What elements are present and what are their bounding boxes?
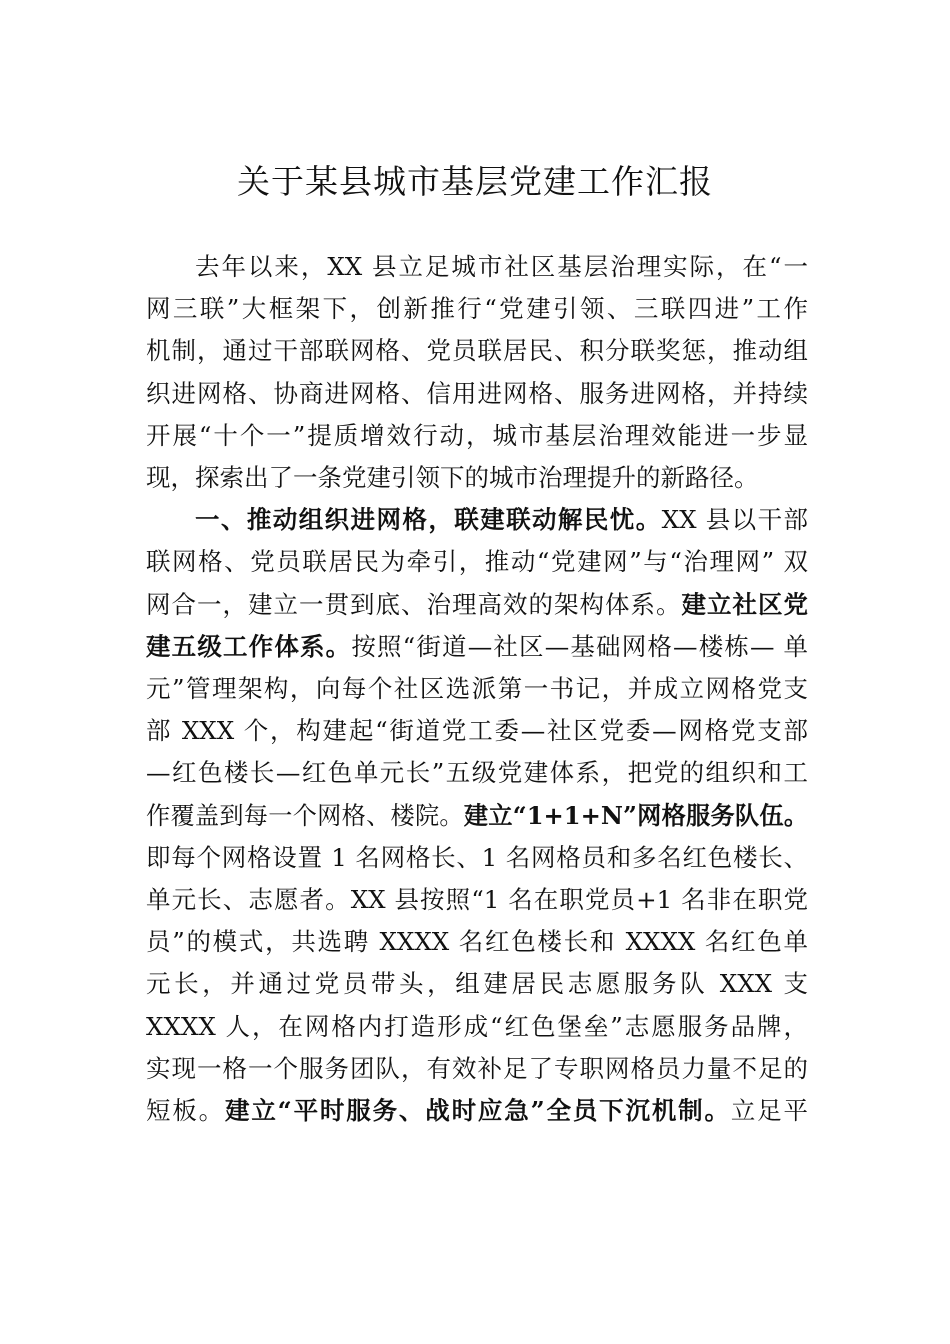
text-line: XXXX 人，在网格内打造形成“红色堡垒”志愿服务品牌， [146, 1011, 808, 1041]
bold-text-run: 建立社区党 [681, 589, 808, 619]
text-line [146, 1090, 808, 1132]
text-line [146, 499, 808, 541]
text-line [146, 584, 808, 626]
bold-text-run: 建立“平时服务、战时应急”全员下沉机制。 [225, 1096, 731, 1126]
bold-text-run: 建五级工作体系。 [146, 631, 352, 661]
paragraph-section-one [146, 499, 808, 1132]
document-title: 关于某县城市基层党建工作汇报 [237, 162, 713, 201]
text-run: 网合一，建立一贯到底、治理高效的架构体系。 [146, 589, 682, 619]
text-line: 实现一格一个服务团队，有效补足了专职网格员力量不足的 [146, 1053, 808, 1083]
text-line: 即每个网格设置 1 名网格长、1 名网格员和多名红色楼长、 [146, 842, 808, 872]
text-line [146, 795, 808, 837]
text-run: 作覆盖到每一个网格、楼院。 [146, 801, 464, 830]
text-line: 元”管理架构，向每个社区选派第一书记，并成立网格党支 [146, 674, 808, 704]
text-run: 按照“街道—社区—基础网格—楼栋— 单 [351, 631, 809, 661]
text-line: 去年以来，XX 县立足城市社区基层治理实际，在“一 [195, 252, 808, 281]
text-line: 网三联”大框架下，创新推行“党建引领、三联四进”工作 [146, 294, 808, 324]
text-line: 现，探索出了一条党建引领下的城市治理提升的新路径。 [146, 463, 759, 493]
text-line: 开展“十个一”提质增效行动，城市基层治理效能进一步显 [146, 420, 808, 450]
text-run: XX 县以干部 [661, 505, 809, 535]
document-body [146, 246, 808, 1132]
paragraph-intro [146, 246, 808, 499]
text-line: 员”的模式，共选聘 XXXX 名红色楼长和 XXXX 名红色单 [146, 927, 808, 957]
text-run: 短板。 [146, 1096, 225, 1126]
text-line: 织进网格、协商进网格、信用进网格、服务进网格，并持续 [146, 378, 808, 408]
text-run: 立足平 [730, 1096, 809, 1126]
text-line: 机制，通过干部联网格、党员联居民、积分联奖惩，推动组 [146, 336, 808, 366]
text-line: 部 XXX 个，构建起“街道党工委—社区党委—网格党支部 [146, 716, 808, 746]
text-line [146, 626, 808, 668]
text-line: 元长，并通过党员带头，组建居民志愿服务队 XXX 支 [146, 969, 808, 999]
text-line: 单元长、志愿者。XX 县按照“1 名在职党员+1 名非在职党 [146, 885, 808, 915]
section-heading: 一、推动组织进网格，联建联动解民忧。 [195, 505, 662, 535]
text-line: 联网格、党员联居民为牵引，推动“党建网”与“治理网” 双 [146, 547, 808, 577]
text-line: —红色楼长—红色单元长”五级党建体系，把党的组织和工 [146, 758, 808, 788]
bold-text-run: 建立“1+1+N”网格服务队伍。 [463, 800, 809, 830]
